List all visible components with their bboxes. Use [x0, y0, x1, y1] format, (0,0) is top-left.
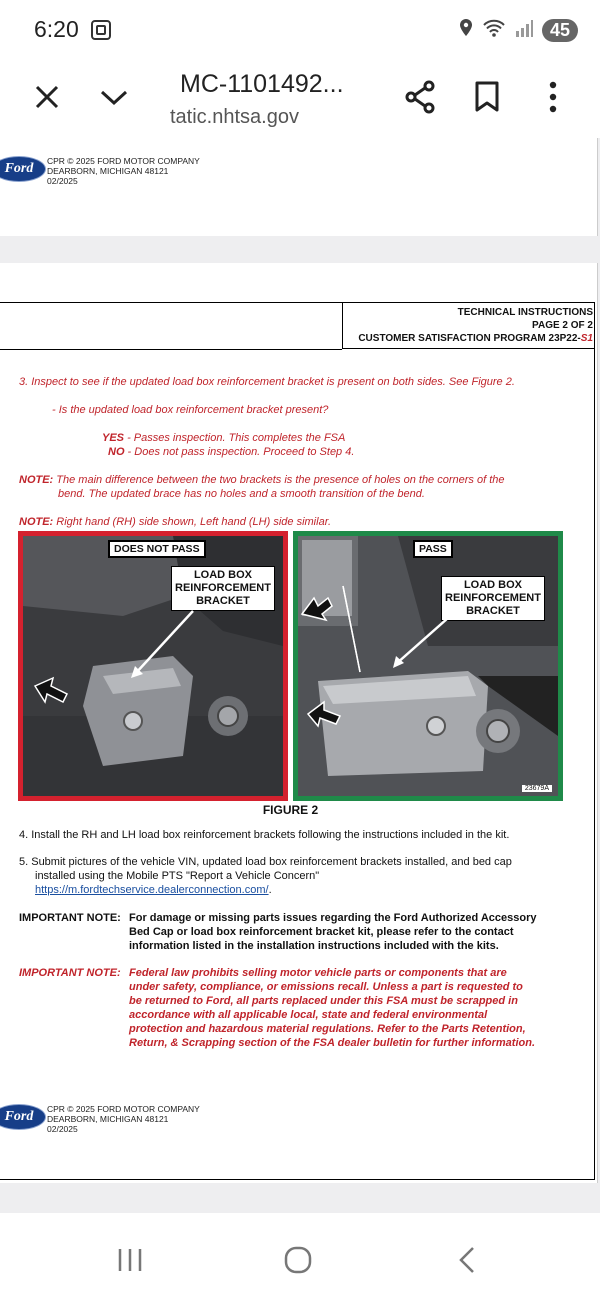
- signal-icon: [514, 18, 534, 43]
- ford-logo-2: Ford: [0, 1104, 46, 1130]
- question: - Is the updated load box reinforcement bracket present?: [52, 404, 329, 416]
- ford-logo: Ford: [0, 156, 46, 182]
- share-icon[interactable]: [402, 78, 438, 116]
- note-1-cont: bend. The updated brace has no holes and a smooth transition of the bend.: [58, 488, 425, 500]
- important-note-2: IMPORTANT NOTE: Federal law prohibits selling motor vehicle parts or components that are under safety, compliance, or emissions recall. Unless a part is requested to be returned to Ford, all parts replaced under this FSA must be scrapped in accordance with all applicable local, state and federal environmental protection and hazardous material regulations. Refer to the Parts Retention, Return, & Scrapping section of the FSA dealer bulletin for further information.: [19, 967, 536, 1049]
- figure-caption: FIGURE 2: [262, 803, 319, 817]
- important-note-1: IMPORTANT NOTE: For damage or missing parts issues regarding the Ford Authorized Accessory Bed Cap or load box reinforcement bracket kit, please refer to the contact information listed in the installation instructions included with the kits.: [19, 912, 537, 952]
- no-line: NO - Does not pass inspection. Proceed to Step 4.: [108, 446, 355, 458]
- system-nav-bar: [0, 1213, 600, 1300]
- note-1: NOTE: The main difference between the two brackets is the presence of holes on the corners of the: [19, 474, 505, 486]
- photo-pass: [293, 531, 563, 801]
- pass-label: PASS: [413, 540, 453, 558]
- status-icons: [458, 14, 578, 46]
- chevron-down-icon[interactable]: [96, 80, 132, 114]
- location-icon: [458, 18, 474, 43]
- page-header: TECHNICAL INSTRUCTIONS PAGE 2 OF 2 CUSTOMER SATISFACTION PROGRAM 23P22-S1: [342, 302, 595, 349]
- pdf-page-2: [0, 263, 598, 1183]
- page-footer-2: CPR © 2025 FORD MOTOR COMPANY DEARBORN, MICHIGAN 48121 02/2025: [47, 1104, 200, 1134]
- note-2: NOTE: Right hand (RH) side shown, Left hand (LH) side similar.: [19, 516, 332, 528]
- wifi-icon: [482, 18, 506, 43]
- bracket-callout-right: LOAD BOX REINFORCEMENT BRACKET: [441, 576, 545, 621]
- screenshot-notification-icon: [90, 19, 112, 46]
- dealerconnection-link[interactable]: https://m.fordtechservice.dealerconnection.com/: [35, 884, 269, 896]
- bookmark-icon[interactable]: [470, 78, 504, 116]
- browser-toolbar: [0, 62, 600, 138]
- status-time: 6:20: [34, 16, 79, 42]
- figure-number: 23679A: [522, 785, 552, 792]
- back-icon[interactable]: [450, 1241, 484, 1279]
- step-3: 3. Inspect to see if the updated load box reinforcement bracket is present on both sides. See Figure 2.: [19, 376, 515, 388]
- status-bar: [0, 0, 600, 62]
- figure-2: [18, 531, 563, 817]
- pdf-viewport[interactable]: [0, 138, 600, 1213]
- photo-does-not-pass: [18, 531, 288, 801]
- more-vert-icon[interactable]: [538, 78, 568, 116]
- page-footer: CPR © 2025 FORD MOTOR COMPANY DEARBORN, MICHIGAN 48121 02/2025: [47, 156, 200, 186]
- yes-line: YES - Passes inspection. This completes the FSA: [102, 432, 346, 444]
- fail-label: DOES NOT PASS: [108, 540, 206, 558]
- home-icon[interactable]: [278, 1241, 318, 1279]
- page-title[interactable]: MC-1101492...: [180, 70, 344, 98]
- step-5: 5. Submit pictures of the vehicle VIN, updated load box reinforcement brackets installed, and bed cap installed using the Mobile PTS "Report a Vehicle Concern" https://m.fordtechservice.dealerconnection.com/.: [19, 856, 512, 896]
- pdf-page-1: [0, 138, 598, 236]
- close-icon[interactable]: [30, 80, 64, 114]
- step-4: 4. Install the RH and LH load box reinforcement brackets following the instructions included in the kit.: [19, 829, 510, 841]
- battery-level: 45: [542, 19, 578, 42]
- recents-icon[interactable]: [110, 1243, 150, 1277]
- bracket-callout-left: LOAD BOX REINFORCEMENT BRACKET: [171, 566, 275, 611]
- url-domain[interactable]: tatic.nhtsa.gov: [170, 106, 299, 128]
